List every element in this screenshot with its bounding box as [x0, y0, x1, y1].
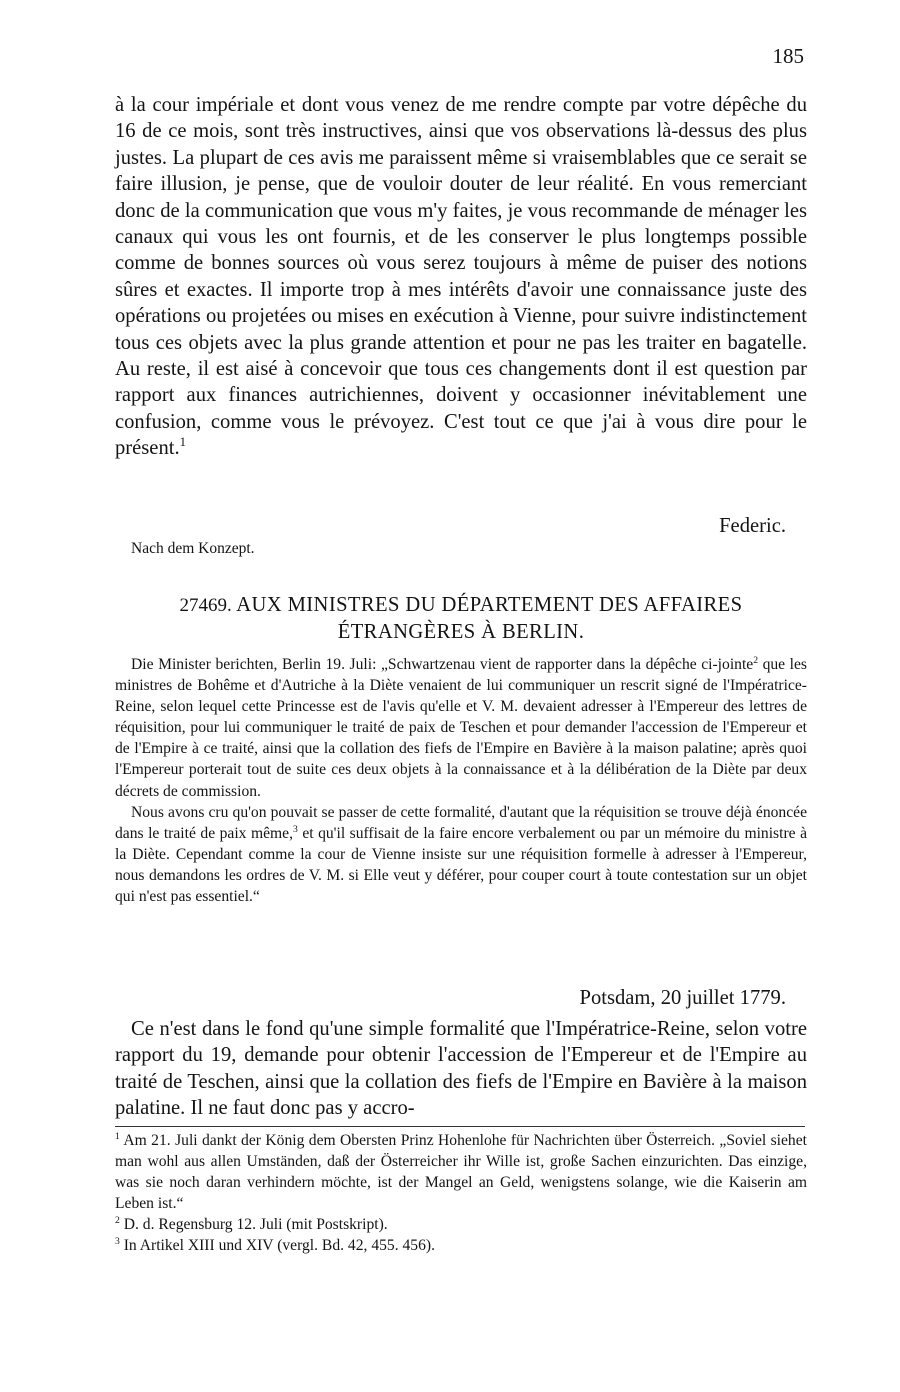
footnote-mark-3: 3: [115, 1235, 120, 1247]
letter-number: 27469.: [179, 595, 232, 616]
ministers-report-summary: [115, 654, 807, 907]
signature: Federic.: [719, 515, 786, 537]
footnote-2: [115, 1214, 807, 1235]
summary-p1-part-b: que les ministres de Bohême et d'Autriche à la Diète venaient de lui communiquer un rescrit signé de l'Impératrice-Reine, selon lequel cette Princesse est de l'avis qu'elle et V. M. devaient adresser à l'Empereur des lettres de réquisition, pour lui communiquer le traité de paix de Teschen et pour demander l'accession de l'Empereur et de l'Empire à ce traité, ainsi que la collation des fiefs de l'Empire en Bavière à la maison palatine; après quoi l'Empereur porterait tout de suite ces deux objets à la connaissance et à la délibération de la Diète par deux décrets de commission.: [115, 656, 807, 800]
footnote-3: [115, 1235, 807, 1256]
footnote-divider: [115, 1126, 805, 1127]
footnote-mark-1: 1: [115, 1130, 120, 1142]
footnote-1-text: Am 21. Juli dankt der König dem Obersten Prinz Hohenlohe für Nachrichten über Österreich. „Soviel siehet man wohl aus allen Umständen, daß der Österreicher ihr Wille ist, große Sachen einzurichten. Das einzige, was sie noch daran verhindern möchte, ist der Mangel an Geld, wenigstens solange, wie die Kaiserin am Leben ist.“: [115, 1132, 807, 1212]
footnote-2-text: D. d. Regensburg 12. Juli (mit Postskript).: [123, 1216, 388, 1233]
summary-p1-part-a: Die Minister berichten, Berlin 19. Juli: „Schwartzenau vient de rapporter dans la dépêche ci-jointe: [131, 656, 754, 673]
letter-continuation-body: à la cour impériale et dont vous venez de me rendre compte par votre dépêche du 16 de ce mois, sont très instructives, ainsi que vos observations là-dessus des plus justes. La plupart de ces avis me paraissent même si vraisemblables que ce serait se faire illusion, je pense, que de vouloir douter de leur réalité. En vous remerciant donc de la communication que vous m'y faites, je vous recommande de ménager les canaux qui vous les ont fournis, et de les conserver le plus longtemps possible comme de bonnes sources où vous serez toujours à même de puiser des notions sûres et exactes. Il importe trop à mes intérêts d'avoir une connaissance juste des opérations ou projetées ou mises en exécution à Vienne, pour suivre indistinctement tous ces objets avec la plus grande attention et pour ne pas les traiter en bagatelle. Au reste, il est aisé à concevoir que tous ces changements dont il est question par rapport aux finances autrichiennes, doivent y occasionner inévitablement une confusion, comme vous le prévoyez. C'est tout ce que j'ai à vous dire pour le présent.: [115, 94, 807, 460]
letter-body-text: Ce n'est dans le fond qu'une simple formalité que l'Impératrice-Reine, selon votre rapport du 19, demande pour obtenir l'accession de l'Empereur et de l'Empire au traité de Teschen, ainsi que la collation des fiefs de l'Empire en Bavière à la maison palatine. Il ne faut donc pas y accro-: [115, 1018, 807, 1120]
letter-continuation-text: [115, 92, 807, 462]
summary-p2-part-b: et qu'il suffisait de la faire encore verbalement ou par un mémoire du ministre à la Diète. Cependant comme la cour de Vienne insiste sur une réquisition formelle à adresser à l'Empereur, nous demandons les ordres de V. M. si Elle veut y déférer, pour couper court à toute contestation sur un objet qui n'est pas essentiel.“: [115, 824, 807, 906]
summary-p2-part-a: Nous avons cru qu'on pouvait se passer de cette formalité, d'autant que la réquisition se trouve déjà énoncée dans le traité de paix même,: [115, 803, 807, 842]
footnote-ref-2: 2: [753, 654, 759, 666]
letter-heading-title: AUX MINISTRES DU DÉPARTEMENT DES AFFAIRES ÉTRANGÈRES À BERLIN.: [236, 594, 743, 643]
footnote-ref-3: 3: [292, 823, 298, 835]
footnote-ref-1: 1: [179, 435, 187, 450]
summary-paragraph-2: [115, 802, 807, 907]
summary-paragraph-1: [115, 654, 807, 802]
footnotes: [115, 1130, 807, 1256]
footnote-3-text: In Artikel XIII und XIV (vergl. Bd. 42, 455. 456).: [123, 1237, 435, 1254]
footnote-mark-2: 2: [115, 1214, 120, 1226]
source-note: Nach dem Konzept.: [131, 540, 255, 557]
dateline: Potsdam, 20 juillet 1779.: [579, 987, 786, 1009]
footnote-1: [115, 1130, 807, 1214]
page-number: 185: [772, 44, 804, 68]
letter-heading: [115, 592, 807, 645]
